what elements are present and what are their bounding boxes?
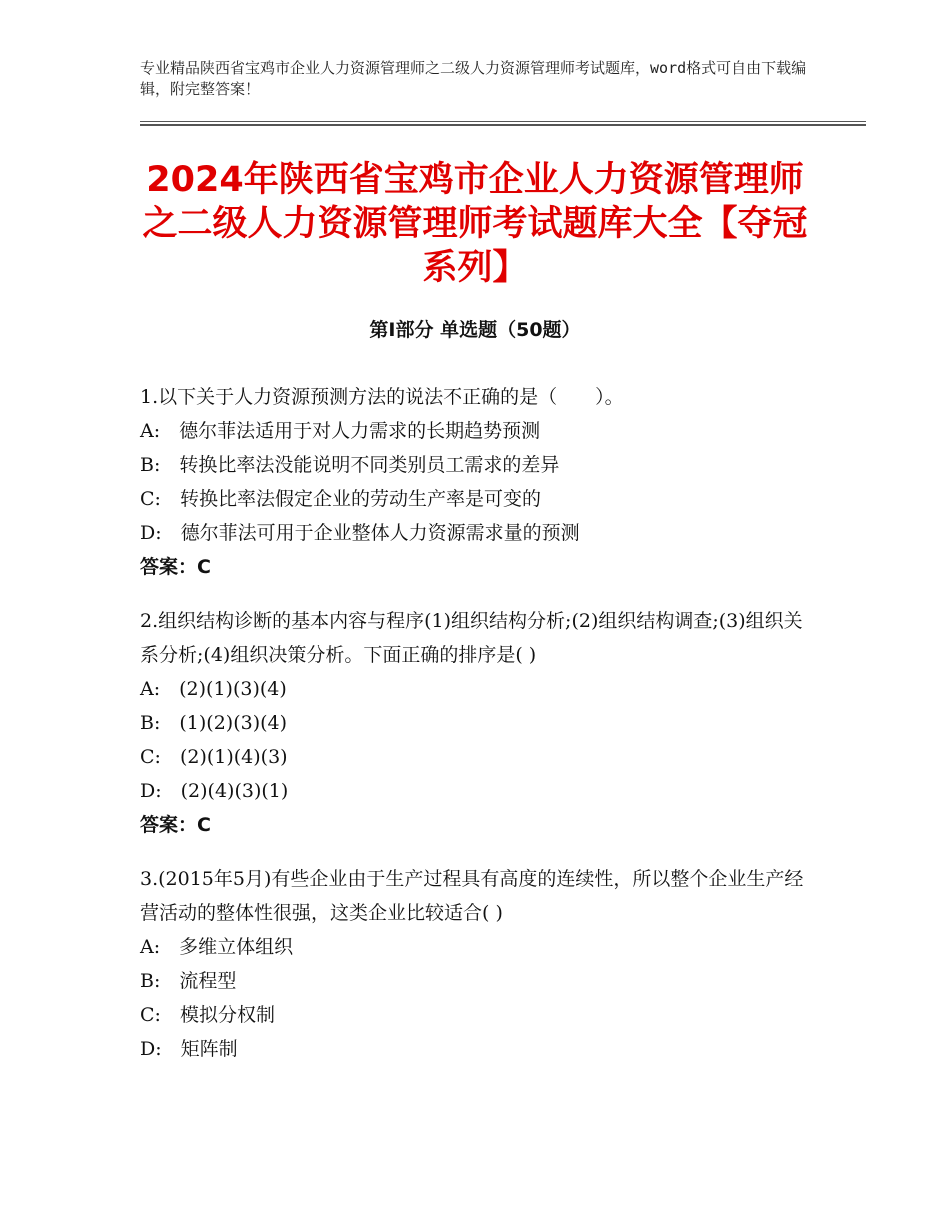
question-text: 1.以下关于人力资源预测方法的说法不正确的是（ ）。 <box>140 386 624 408</box>
question-text: 2.组织结构诊断的基本内容与程序(1)组织结构分析;(2)组织结构调查;(3)组织关系分析;(4)组织决策分析。下面正确的排序是( ) <box>140 610 803 666</box>
question-text: 3.(2015年5月)有些企业由于生产过程具有高度的连续性，所以整个企业生产经营活动的整体性很强，这类企业比较适合( ) <box>140 868 804 924</box>
question-option: C: 转换比率法假定企业的劳动生产率是可变的 <box>140 488 541 510</box>
question-option: A: 多维立体组织 <box>140 936 294 958</box>
question-option: D: 德尔菲法可用于企业整体人力资源需求量的预测 <box>140 522 580 544</box>
question-list <box>140 380 810 1086</box>
question-item <box>140 604 810 842</box>
question-answer: 答案：C <box>140 556 211 578</box>
header-rule-top <box>140 121 866 122</box>
question-option: D: 矩阵制 <box>140 1038 238 1060</box>
question-answer: 答案：C <box>140 814 211 836</box>
section-title: 第Ⅰ部分 单选题（50题） <box>369 319 581 341</box>
question-option: C: (2)(1)(4)(3) <box>140 746 288 768</box>
question-option: B: 转换比率法没能说明不同类别员工需求的差异 <box>140 454 560 476</box>
question-option: B: 流程型 <box>140 970 237 992</box>
question-option: C: 模拟分权制 <box>140 1004 275 1026</box>
header-rule-bottom <box>140 124 866 126</box>
question-option: A: (2)(1)(3)(4) <box>140 678 287 700</box>
question-item <box>140 380 810 584</box>
document-title: 2024年陕西省宝鸡市企业人力资源管理师之二级人力资源管理师考试题库大全【夺冠系列】 <box>142 160 808 288</box>
question-option: A: 德尔菲法适用于对人力需求的长期趋势预测 <box>140 420 541 442</box>
header-note: 专业精品陕西省宝鸡市企业人力资源管理师之二级人力资源管理师考试题库，word格式可自由下载编辑，附完整答案！ <box>140 59 807 98</box>
question-option: D: (2)(4)(3)(1) <box>140 780 289 802</box>
question-option: B: (1)(2)(3)(4) <box>140 712 288 734</box>
question-item <box>140 862 810 1066</box>
